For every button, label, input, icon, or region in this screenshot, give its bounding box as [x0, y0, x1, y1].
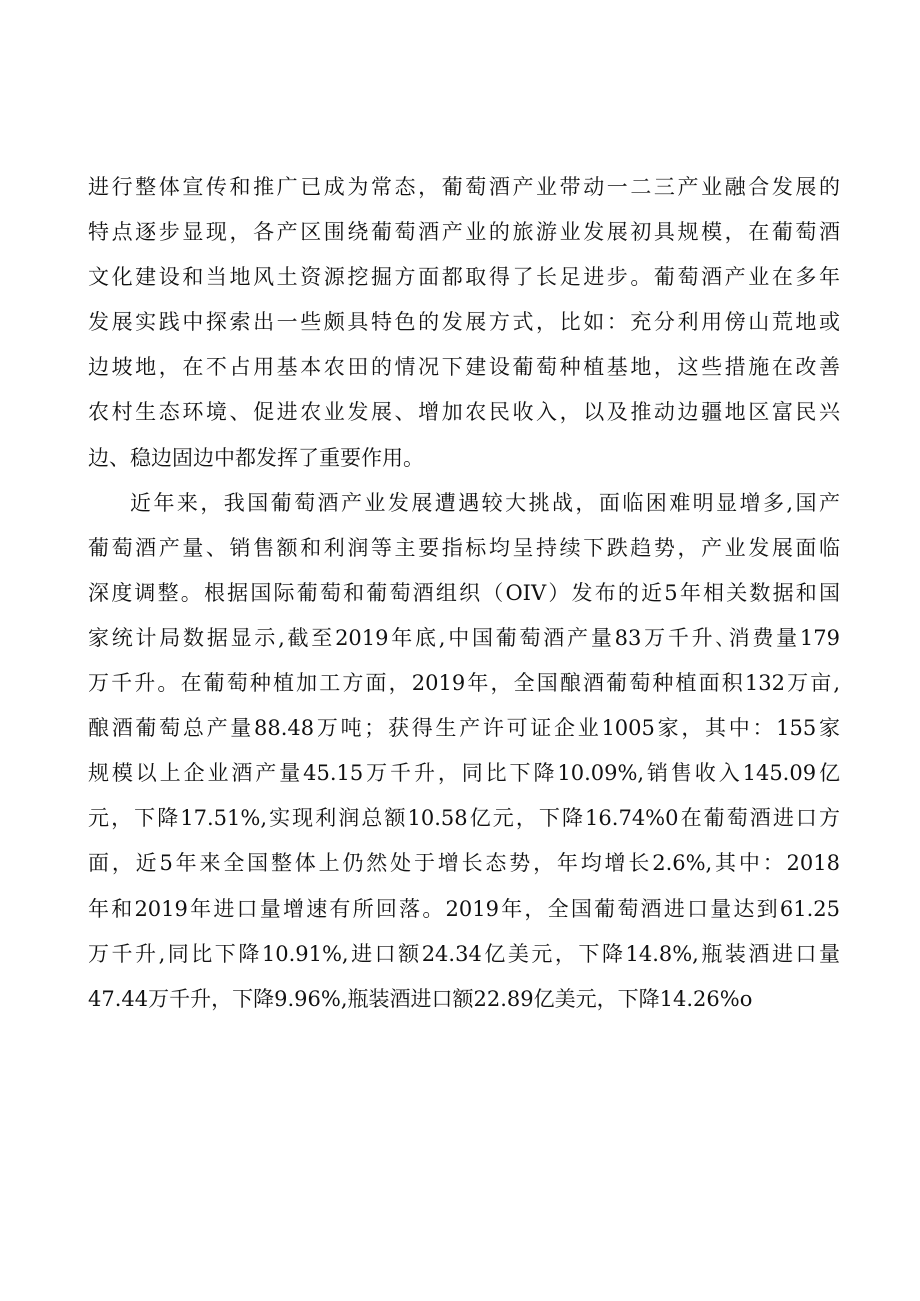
paragraph-line: 万千升,同比下降10.91%,进口额24.34亿美元，下降14.8%,瓶装酒进口量: [88, 941, 840, 966]
paragraph-line: 深度调整。根据国际葡萄和葡萄酒组织（OIV）发布的近5年相关数据和国: [88, 580, 840, 605]
paragraph-line: 近年来，我国葡萄酒产业发展遭遇较大挑战，面临困难明显增多,国产: [130, 490, 840, 515]
paragraph-1: [88, 165, 840, 481]
paragraph-line: 文化建设和当地风土资源挖掘方面都取得了长足进步。葡萄酒产业在多年: [88, 265, 840, 290]
paragraph-line: 发展实践中探索出一些颇具特色的发展方式，比如：充分利用傍山荒地或: [88, 310, 840, 335]
paragraph-line: 边坡地，在不占用基本农田的情况下建设葡萄种植基地，这些措施在改善: [88, 355, 840, 380]
paragraph-line: 进行整体宣传和推广已成为常态，葡萄酒产业带动一二三产业融合发展的: [88, 175, 840, 199]
paragraph-line: 万千升。在葡萄种植加工方面，2019年，全国酿酒葡萄种植面积132万亩,: [88, 671, 840, 696]
paragraph-line: 边、稳边固边中都发挥了重要作用。: [88, 445, 424, 470]
document-body: [88, 165, 840, 1022]
paragraph-2: [88, 481, 840, 1022]
paragraph-line: 家统计局数据显示,截至2019年底,中国葡萄酒产量83万千升､消费量179: [88, 625, 840, 650]
paragraph-line: 元，下降17.51%,实现利润总额10.58亿元，下降16.74%0在葡萄酒进口方: [88, 806, 840, 831]
paragraph-line: 规模以上企业酒产量45.15万千升，同比下降10.09%,销售收入145.09亿: [88, 761, 840, 786]
paragraph-line: 酿酒葡萄总产量88.48万吨；获得生产许可证企业1005家，其中：155家: [88, 716, 840, 741]
paragraph-line: 年和2019年进口量增速有所回落。2019年，全国葡萄酒进口量达到61.25: [88, 896, 840, 921]
paragraph-line: 农村生态环境、促进农业发展、增加农民收入，以及推动边疆地区富民兴: [88, 400, 840, 425]
paragraph-line: 特点逐步显现，各产区围绕葡萄酒产业的旅游业发展初具规模，在葡萄酒: [88, 220, 840, 245]
paragraph-line: 面，近5年来全国整体上仍然处于增长态势，年均增长2.6%,其中：2018: [88, 851, 840, 876]
paragraph-line: 葡萄酒产量、销售额和利润等主要指标均呈持续下跌趋势，产业发展面临: [88, 535, 840, 560]
paragraph-line: 47.44万千升，下降9.96%,瓶装酒进口额22.89亿美元，下降14.26%o: [88, 986, 753, 1011]
